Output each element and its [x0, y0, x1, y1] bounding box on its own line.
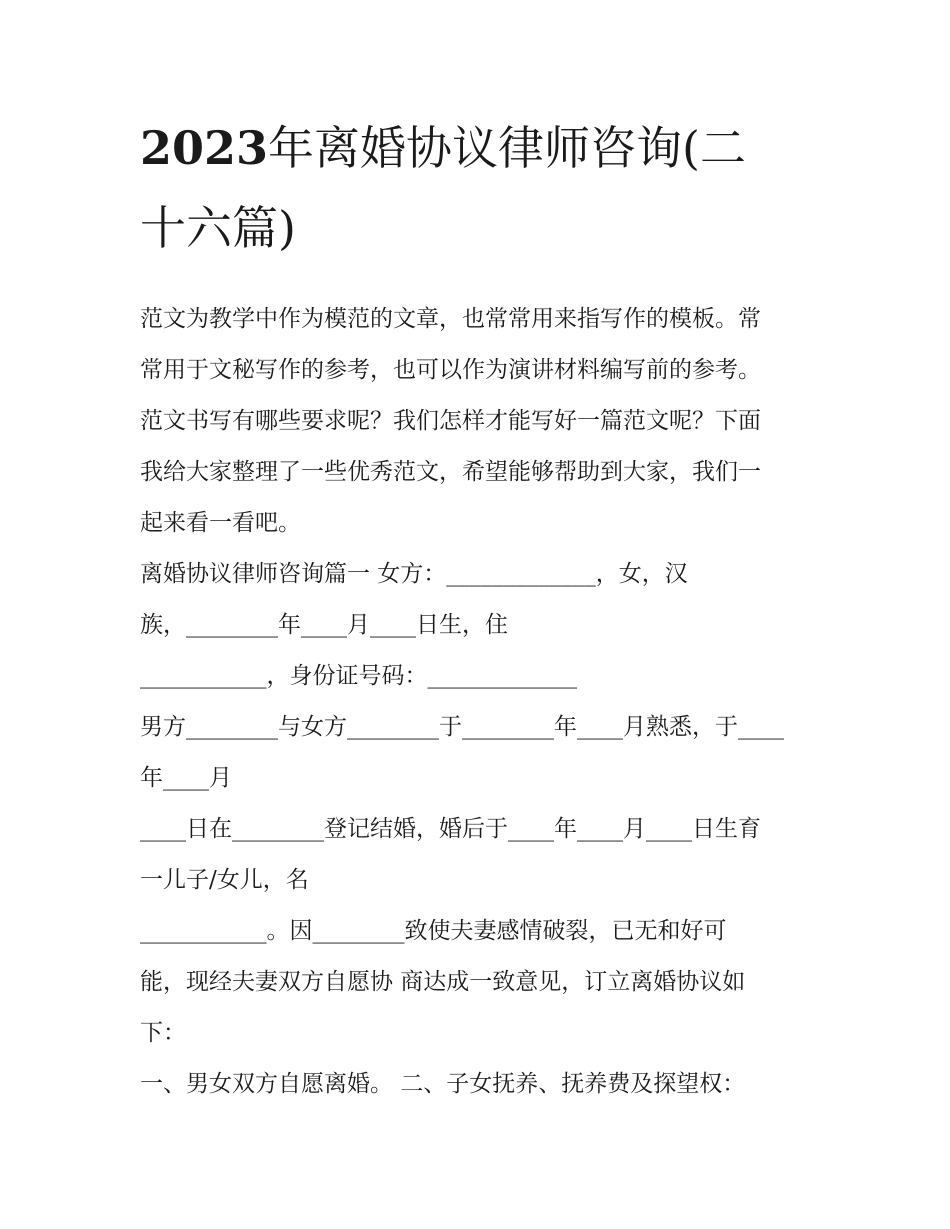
- body-line: ___________。因________致使夫妻感情破裂，已无和好可: [140, 918, 727, 944]
- title-line-1: 年离婚协议律师咨询(二: [268, 121, 746, 175]
- body-line: 范文为教学中作为模范的文章，也常常用来指写作的模板。常: [140, 306, 761, 332]
- document-body: [140, 294, 820, 1110]
- title-year: 2023: [140, 121, 269, 175]
- body-line: 男方________与女方________于________年____月熟悉，于____: [140, 714, 784, 740]
- body-line: 一、男女双方自愿离婚。 二、子女抚养、抚养费及探望权：: [140, 1071, 746, 1097]
- body-line: 我给大家整理了一些优秀范文，希望能够帮助到大家，我们一: [140, 459, 761, 485]
- body-line: 起来看一看吧。: [140, 510, 301, 536]
- body-line: 一儿子/女儿，名: [140, 867, 309, 893]
- title-line-2: 十六篇): [140, 201, 296, 255]
- body-line: 年____月: [140, 765, 232, 791]
- body-line: 能，现经夫妻双方自愿协 商达成一致意见，订立离婚协议如: [140, 969, 746, 995]
- body-line: 常用于文秘写作的参考，也可以作为演讲材料编写前的参考。: [140, 357, 761, 383]
- body-line: 离婚协议律师咨询篇一 女方：_____________，女，汉: [140, 561, 688, 587]
- document-page: [140, 108, 820, 1110]
- body-line: 下：: [140, 1020, 186, 1046]
- body-line: ____日在________登记结婚，婚后于____年____月____日生育: [140, 816, 761, 842]
- body-line: ___________，身份证号码：_____________: [140, 663, 577, 689]
- body-line: 族，________年____月____日生，住: [140, 612, 508, 638]
- document-title: [140, 108, 820, 268]
- body-line: 范文书写有哪些要求呢？我们怎样才能写好一篇范文呢？下面: [140, 408, 761, 434]
